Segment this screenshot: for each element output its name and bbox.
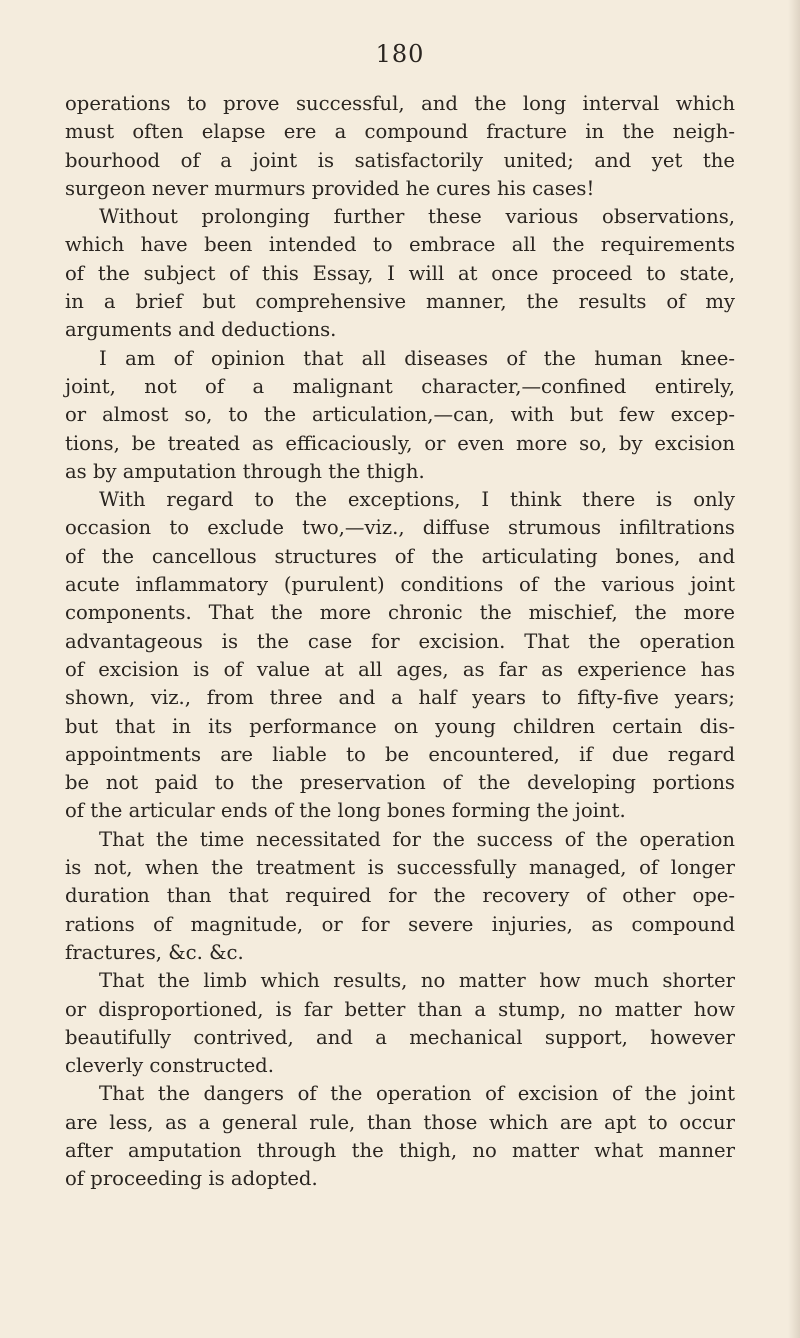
text-line: fractures, &c. &c.: [65, 940, 244, 964]
text-line: of excision is of value at all ages, as far as experience has: [65, 657, 735, 681]
text-line: of the cancellous structures of the articulating bones, and: [65, 544, 735, 568]
text-line: occasion to exclude two,—viz., diffuse strumous infiltrations: [65, 516, 735, 540]
text-line: appointments are liable to be encountered, if due regard: [65, 742, 735, 766]
text-line: or almost so, to the articulation,—can, with but few excep-: [65, 403, 735, 427]
text-line: surgeon never murmurs provided he cures his cases!: [65, 176, 595, 200]
text-line: duration than that required for the recovery of other ope-: [65, 884, 735, 908]
text-line: advantageous is the case for excision. That the operation: [65, 629, 735, 653]
text-line: components. That the more chronic the mischief, the more: [65, 601, 735, 625]
text-line: joint, not of a malignant character,—confined entirely,: [65, 374, 735, 398]
text-line: operations to prove successful, and the long interval which: [65, 92, 735, 115]
text-line: arguments and deductions.: [65, 318, 337, 342]
text-line: beautifully contrived, and a mechanical support, however: [65, 1025, 735, 1049]
text-line: shown, viz., from three and a half years to fifty-five years;: [65, 686, 735, 710]
text-line: bourhood of a joint is satisfactorily united; and yet the: [65, 148, 735, 172]
body-text: [65, 90, 735, 1194]
text-line: in a brief but comprehensive manner, the results of my: [65, 290, 735, 314]
text-line: tions, be treated as efficaciously, or even more so, by excision: [65, 431, 735, 455]
text-line: but that in its performance on young children certain dis-: [65, 714, 735, 738]
page-number: 180: [375, 40, 425, 68]
text-line: of proceeding is adopted.: [65, 1167, 318, 1191]
text-line: of the subject of this Essay, I will at once proceed to state,: [65, 261, 735, 285]
text-line: are less, as a general rule, than those which are apt to occur: [65, 1110, 735, 1134]
text-line: Without prolonging further these various observations,: [99, 205, 735, 229]
text-line: must often elapse ere a compound fracture in the neigh-: [65, 120, 735, 144]
text-line: which have been intended to embrace all the requirements: [65, 233, 735, 257]
text-line: as by amputation through the thigh.: [65, 459, 425, 483]
text-line: That the dangers of the operation of excision of the joint: [99, 1082, 735, 1106]
text-line: be not paid to the preservation of the developing portions: [65, 771, 735, 795]
text-line: of the articular ends of the long bones forming the joint.: [65, 799, 626, 823]
text-line: acute inflammatory (purulent) conditions of the various joint: [65, 573, 735, 597]
page-edge-shadow: [788, 0, 800, 1338]
text-line: I am of opinion that all diseases of the human knee-: [99, 346, 735, 370]
text-line: rations of magnitude, or for severe injuries, as compound: [65, 912, 735, 936]
text-line: is not, when the treatment is successfully managed, of longer: [65, 856, 735, 880]
text-line: cleverly constructed.: [65, 1054, 274, 1078]
text-line: With regard to the exceptions, I think there is only: [99, 488, 735, 512]
text-line: That the time necessitated for the success of the operation: [99, 827, 735, 851]
text-line: or disproportioned, is far better than a stump, no matter how: [65, 997, 735, 1021]
text-line: That the limb which results, no matter how much shorter: [99, 969, 735, 993]
text-line: after amputation through the thigh, no matter what manner: [65, 1138, 735, 1162]
